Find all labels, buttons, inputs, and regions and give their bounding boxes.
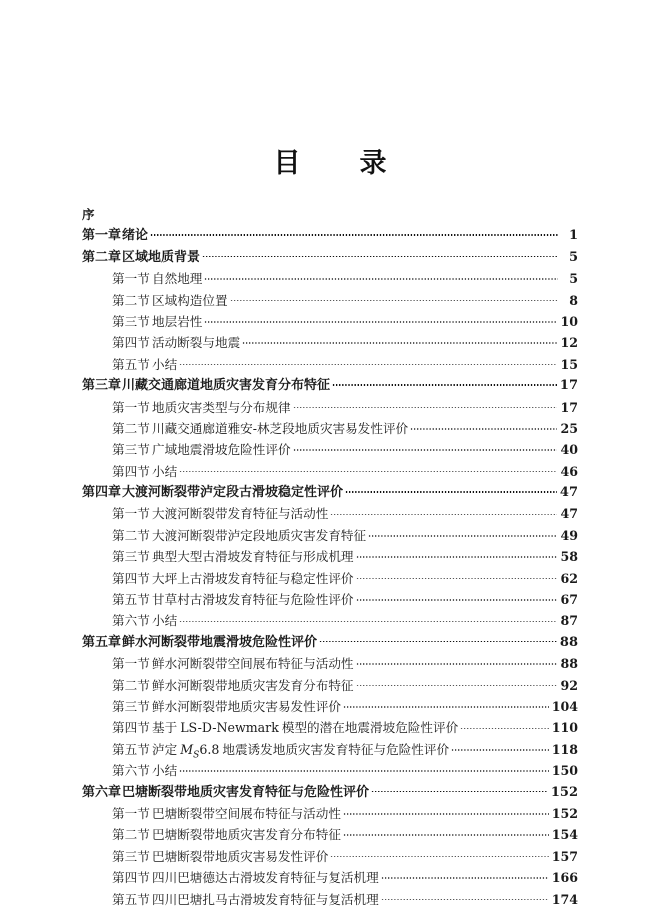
dot-leader — [202, 248, 558, 261]
dot-leader — [330, 506, 557, 519]
toc-entry-page-number: 166 — [551, 870, 578, 886]
toc-entry-page-number: 1 — [568, 228, 578, 244]
toc-entry-page-number: 5 — [569, 271, 578, 287]
toc-entry-title: 区域构造位置 — [152, 292, 228, 308]
toc-entry-page-number: 46 — [560, 463, 578, 479]
toc-entry-page-number: 5 — [568, 249, 578, 265]
dot-leader — [179, 763, 549, 776]
dot-leader — [460, 720, 549, 733]
toc-entry-page-number: 8 — [569, 292, 578, 308]
dot-leader — [179, 613, 557, 626]
toc-entry-title: 川藏交通廊道地质灾害发育分布特征 — [122, 378, 331, 394]
toc-entry-label: 第二章 — [82, 249, 122, 265]
toc-entry-label: 第二节 — [112, 527, 150, 543]
toc-entry-label: 第一节 — [112, 805, 150, 821]
dot-leader — [381, 891, 549, 904]
toc-entry-page-number: 25 — [560, 420, 578, 436]
toc-entry-label: 第五节 — [112, 741, 150, 757]
toc-entry-title: 巴塘断裂带地质灾害发育特征与危险性评价 — [122, 784, 370, 800]
toc-entry-title: 小结 — [152, 613, 178, 629]
toc-entry-page-number: 12 — [560, 335, 578, 351]
toc-entry-section[interactable] — [112, 867, 578, 888]
toc-entry-page-number: 40 — [560, 442, 578, 458]
dot-leader — [356, 677, 558, 690]
toc-entry-title: 区域地质背景 — [122, 249, 201, 265]
toc-entry-label: 第一节 — [112, 506, 150, 522]
toc-entry-title: 四川巴塘德达古滑坡发育特征与复活机理 — [152, 870, 379, 886]
toc-entry-title: 四川巴塘扎马古滑坡发育特征与复活机理 — [152, 891, 379, 907]
toc-entry-section[interactable] — [112, 332, 578, 353]
toc-entry-page-number: 154 — [551, 827, 578, 843]
dot-leader — [368, 527, 557, 540]
toc-entry-section[interactable] — [112, 311, 578, 332]
toc-entry-page-number: 17 — [559, 378, 578, 394]
toc-entry-title: 自然地理 — [152, 271, 203, 287]
toc-entry-title: 基于 LS-D-Newmark 模型的潜在地震滑坡危险性评价 — [152, 720, 459, 736]
toc-entry-section[interactable] — [112, 290, 578, 311]
table-of-contents-list — [82, 204, 578, 910]
toc-entry-page-number: 47 — [559, 485, 578, 501]
toc-entry-title: 绪论 — [122, 228, 149, 244]
toc-entry-label: 第四节 — [112, 463, 150, 479]
toc-entry-section[interactable] — [112, 610, 578, 631]
toc-entry-page-number: 174 — [551, 891, 578, 907]
toc-entry-chapter[interactable] — [82, 247, 578, 268]
toc-entry-label: 第一节 — [112, 656, 150, 672]
toc-entry-section[interactable] — [112, 525, 578, 546]
toc-entry-title: 地质灾害类型与分布规律 — [152, 399, 291, 415]
toc-entry-label: 第三节 — [112, 848, 150, 864]
toc-entry-title: 鲜水河断裂带地震滑坡危险性评价 — [122, 634, 318, 650]
toc-entry-label: 第六节 — [112, 763, 150, 779]
toc-entry-label: 第四节 — [112, 335, 150, 351]
toc-entry-section[interactable] — [112, 546, 578, 567]
toc-entry-label: 第五章 — [82, 634, 122, 650]
magnitude-symbol: M — [180, 741, 194, 757]
toc-entry-title: 川藏交通廊道雅安-林芝段地质灾害易发性评价 — [152, 420, 409, 436]
toc-entry-page-number: 49 — [560, 527, 578, 543]
toc-entry-section[interactable] — [112, 589, 578, 610]
toc-entry-section[interactable] — [112, 268, 578, 289]
toc-entry-title: 巴塘断裂带地质灾害易发性评价 — [152, 848, 329, 864]
dot-leader — [356, 656, 558, 669]
toc-entry-title: 大渡河断裂带发育特征与活动性 — [152, 506, 329, 522]
toc-entry-page-number: 88 — [560, 656, 578, 672]
toc-entry-title: 活动断裂与地震 — [152, 335, 241, 351]
toc-entry-label: 第二节 — [112, 292, 150, 308]
toc-entry-section[interactable] — [112, 653, 578, 674]
toc-entry-page-number: 104 — [551, 698, 578, 714]
toc-entry-section[interactable] — [112, 739, 578, 760]
toc-entry-label: 第五节 — [112, 356, 150, 372]
toc-entry-section[interactable] — [112, 461, 578, 482]
toc-entry-label: 第二节 — [112, 420, 150, 436]
toc-entry-page-number: 88 — [559, 634, 578, 650]
toc-entry-label: 第三节 — [112, 549, 150, 565]
toc-entry-page-number: 67 — [560, 592, 578, 608]
dot-leader — [345, 483, 557, 496]
toc-entry-label: 第四节 — [112, 870, 150, 886]
toc-entry-title: 大渡河断裂带泸定段古滑坡稳定性评价 — [122, 485, 344, 501]
toc-entry-title: 鲜水河断裂带空间展布特征与活动性 — [152, 656, 354, 672]
toc-entry-title: 鲜水河断裂带地质灾害易发性评价 — [152, 698, 341, 714]
dot-leader — [150, 226, 558, 239]
dot-leader — [343, 698, 549, 711]
toc-entry-title: 小结 — [152, 463, 178, 479]
dot-leader — [319, 633, 557, 646]
toc-entry-title: 泸定 $M_S6.8$ 地震诱发地质灾害发育特征与危险性评价 — [152, 741, 450, 761]
toc-entry-label: 第一节 — [112, 271, 150, 287]
toc-entry-label: 第二节 — [112, 827, 150, 843]
toc-entry-label: 第二节 — [112, 677, 150, 693]
toc-entry-page-number: 110 — [551, 720, 578, 736]
toc-entry-page-number: 17 — [560, 399, 578, 415]
toc-entry-label: 序 — [82, 207, 95, 222]
toc-entry-page-number: 62 — [560, 570, 578, 586]
toc-entry-preface[interactable] — [82, 204, 578, 225]
toc-entry-page-number: 157 — [551, 848, 578, 864]
toc-entry-page-number: 47 — [560, 506, 578, 522]
dot-leader — [242, 335, 557, 348]
toc-entry-section[interactable] — [112, 675, 578, 696]
toc-entry-title: 鲜水河断裂带地质灾害发育分布特征 — [152, 677, 354, 693]
toc-entry-chapter[interactable] — [82, 225, 578, 246]
toc-entry-label: 第一节 — [112, 399, 150, 415]
dot-leader — [356, 591, 558, 604]
model-name-text: LS-D-Newmark — [180, 720, 279, 736]
toc-entry-label: 第三章 — [82, 378, 122, 394]
toc-entry-chapter[interactable] — [82, 482, 578, 503]
toc-entry-page-number: 118 — [551, 741, 578, 757]
toc-entry-title: 甘草村古滑坡发育特征与危险性评价 — [152, 592, 354, 608]
toc-entry-page-number: 150 — [551, 763, 578, 779]
toc-entry-title: 大坪上古滑坡发育特征与稳定性评价 — [152, 570, 354, 586]
toc-entry-section[interactable] — [112, 889, 578, 910]
dot-leader — [293, 442, 558, 455]
toc-entry-label: 第三节 — [112, 698, 150, 714]
dot-leader — [179, 356, 557, 369]
dot-leader — [343, 805, 549, 818]
toc-entry-section[interactable] — [112, 824, 578, 845]
toc-entry-section[interactable] — [112, 760, 578, 781]
dot-leader — [230, 292, 558, 305]
dot-leader — [204, 271, 558, 284]
toc-entry-chapter[interactable] — [82, 782, 578, 803]
toc-entry-section[interactable] — [112, 418, 578, 439]
toc-entry-section[interactable] — [112, 354, 578, 375]
dot-leader — [293, 399, 558, 412]
toc-entry-title: 巴塘断裂带地质灾害发育分布特征 — [152, 827, 341, 843]
magnitude-value: 6.8 — [199, 741, 220, 757]
dot-leader — [332, 376, 557, 389]
dot-leader — [179, 463, 557, 476]
dot-leader — [451, 741, 549, 754]
toc-entry-section[interactable] — [112, 503, 578, 524]
toc-entry-label: 第三节 — [112, 313, 150, 329]
toc-entry-label: 第六节 — [112, 613, 150, 629]
toc-entry-page-number: 152 — [551, 805, 578, 821]
toc-entry-title: 地层岩性 — [152, 313, 203, 329]
toc-entry-section[interactable] — [112, 717, 578, 738]
toc-entry-label: 第六章 — [82, 784, 122, 800]
toc-entry-section[interactable] — [112, 397, 578, 418]
toc-entry-page-number: 152 — [550, 784, 578, 800]
toc-entry-title: 典型大型古滑坡发育特征与形成机理 — [152, 549, 354, 565]
toc-entry-section[interactable] — [112, 439, 578, 460]
toc-entry-chapter[interactable] — [82, 375, 578, 396]
dot-leader — [371, 783, 548, 796]
toc-entry-section[interactable] — [112, 803, 578, 824]
toc-entry-label: 第五节 — [112, 891, 150, 907]
toc-entry-section[interactable] — [112, 696, 578, 717]
toc-entry-section[interactable] — [112, 846, 578, 867]
toc-entry-section[interactable] — [112, 568, 578, 589]
dot-leader — [410, 420, 557, 433]
toc-entry-label: 第四节 — [112, 570, 150, 586]
toc-entry-title: 小结 — [152, 763, 178, 779]
dot-leader — [330, 848, 548, 861]
toc-entry-label: 第四章 — [82, 485, 122, 501]
toc-entry-chapter[interactable] — [82, 632, 578, 653]
magnitude-subscript: S — [193, 750, 200, 761]
toc-entry-title: 大渡河断裂带泸定段地质灾害发育特征 — [152, 527, 367, 543]
dot-leader — [356, 549, 558, 562]
toc-entry-title: 巴塘断裂带空间展布特征与活动性 — [152, 805, 341, 821]
dot-leader — [381, 870, 549, 883]
dot-leader — [343, 827, 549, 840]
toc-entry-page-number: 58 — [560, 549, 578, 565]
toc-entry-label: 第一章 — [82, 228, 122, 244]
toc-entry-title: 广域地震滑坡危险性评价 — [152, 442, 291, 458]
page-title: 目 录 — [273, 148, 403, 179]
toc-entry-title: 小结 — [152, 356, 178, 372]
toc-entry-label: 第三节 — [112, 442, 150, 458]
dot-leader — [356, 570, 558, 583]
toc-entry-page-number: 92 — [560, 677, 578, 693]
toc-entry-page-number: 87 — [560, 613, 578, 629]
dot-leader — [204, 313, 557, 326]
toc-entry-page-number: 15 — [560, 356, 578, 372]
toc-entry-label: 第五节 — [112, 592, 150, 608]
toc-entry-label: 第四节 — [112, 720, 150, 736]
toc-entry-page-number: 10 — [560, 313, 578, 329]
